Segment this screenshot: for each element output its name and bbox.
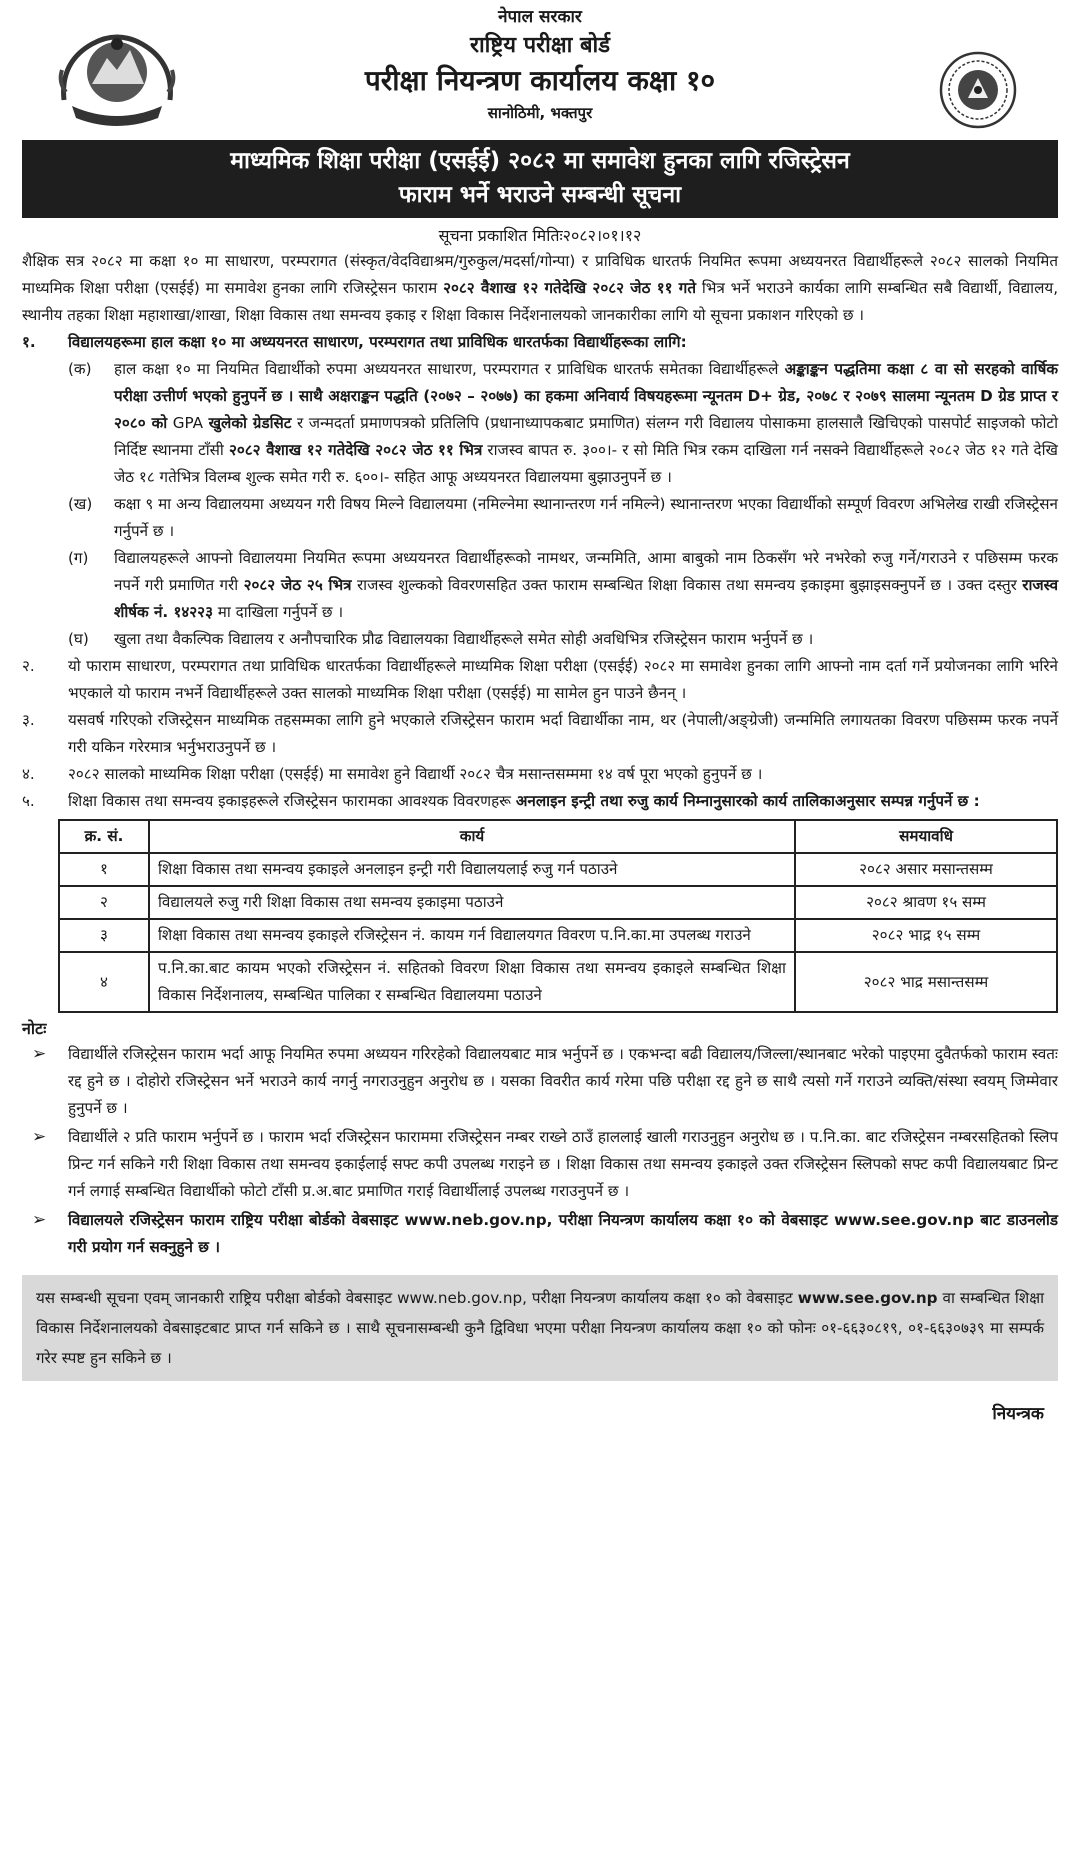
ga-text-3: राजस्व शुल्कको विवरणसहित उक्त फाराम सम्बन्धित शिक्षा विकास तथा समन्वय इकाइमा बुझाइसक्नुपर्ने छ । उक्त दस्तुर [356, 576, 1017, 594]
section-3-marker: ३. [22, 711, 35, 729]
row-period: २०८२ भाद्र मसान्तसम्म [795, 952, 1057, 1012]
row-serial: २ [59, 886, 149, 919]
ka-text-5: र जन्मदर्ता प्रमाणपत्रको प्रतिलिपि (प्रधानाध्यापकबाट प्रमाणित) संलग्न गरी विद्यालय पोसाकमा हालसालै खिचिएको पासपोर्ट साइजको फोटो निर्दिष्ट स्थानमा टाँसी [114, 414, 1058, 459]
row-work: शिक्षा विकास तथा समन्वय इकाइले रजिस्ट्रेसन नं. कायम गर्न विद्यालयगत विवरण प.नि.का.मा उपलब्ध गराउने [149, 919, 795, 952]
section-4-text: २०८२ सालको माध्यमिक शिक्षा परीक्षा (एसईई) मा समावेश हुने विद्यार्थी २०८२ चैत्र मसान्तसम्ममा १४ वर्ष पूरा भएको हुनुपर्ने छ । [68, 765, 763, 783]
section-1-gha [22, 626, 1058, 653]
row-serial: ४ [59, 952, 149, 1012]
signatory-title: नियन्त्रक [992, 1404, 1044, 1424]
government-name: नेपाल सरकार [498, 7, 582, 27]
info-text-2: वा सम्बन्धित शिक्षा विकास निर्देशनालयको वेबसाइटबाट प्राप्त गर्न सकिने छ । साथै सूचनासम्बन्धी कुनै द्विविधा भएमा परीक्षा नियन्त्रण कार्यालय कक्षा १० को फोनः ०१-६६३०८१९, ०१-६६३०७३९ मा सम्पर्क गरेर स्पष्ट हुन सकिने छ । [36, 1289, 1045, 1367]
intro-text-1: शैक्षिक सत्र २०८२ मा कक्षा १० मा साधारण, परम्परागत (संस्कृत/वेदविद्याश्रम/गुरुकुल/मदर्सा/गोन्पा) र प्राविधिक धारतर्फ नियमित रूपमा अध्ययनरत विद्यार्थीहरूले २०८२ सालको नियमित माध्यमिक शिक्षा परीक्षा (एसईई) मा समावेश हुनका लागि रजिस्ट्रेसन फाराम [22, 252, 1058, 297]
arrow-bullet-icon: ➢ [32, 1210, 47, 1230]
ga-text-2: २०८२ जेठ २५ भित्र [243, 576, 352, 594]
section-1-heading [22, 329, 1058, 356]
row-period: २०८२ असार मसान्तसम्म [795, 853, 1057, 886]
section-5-marker: ५. [22, 792, 35, 810]
header-work: कार्य [149, 820, 795, 853]
schedule-table [58, 819, 1058, 1013]
row-period: २०८२ श्रावण १५ सम्म [795, 886, 1057, 919]
note-2-text: विद्यार्थीले २ प्रति फाराम भर्नुपर्ने छ । फाराम भर्दा रजिस्ट्रेसन फाराममा रजिस्ट्रेसन नम्बर राख्ने ठाउँ हाललाई खाली गराउनुहुन अनुरोध छ । प.नि.का. बाट रजिस्ट्रेसन नम्बरसहितको स्लिप प्रिन्ट गर्न सकिने गरी शिक्षा विकास तथा समन्वय इकाईलाई सफ्ट कपी उपलब्ध गराइने छ । शिक्षा विकास तथा समन्वय इकाइले उक्त रजिस्ट्रेसन स्लिपको सफ्ट कपी विद्यालयबाट प्रिन्ट गर्न लगाई सम्बन्धित विद्यार्थीको फोटो टाँसी प्र.अ.बाट प्रमाणित गराई विद्यार्थीलाई उपलब्ध गराउनुपर्ने छ । [68, 1128, 1058, 1200]
ka-text-6: २०८२ वैशाख १२ गतेदेखि २०८२ जेठ ११ भित्र [228, 441, 483, 459]
gha-text: खुला तथा वैकल्पिक विद्यालय र अनौपचारिक प्रौढ विद्यालयका विद्यार्थीहरूले समेत सोही अवधिभित्र रजिस्ट्रेसन फाराम भर्नुपर्ने छ । [114, 630, 814, 648]
neb-seal-icon [938, 50, 1018, 130]
info-text-1: यस सम्बन्धी सूचना एवम् जानकारी राष्ट्रिय परीक्षा बोर्डको वेबसाइट www.neb.gov.np, परीक्षा नियन्त्रण कार्यालय कक्षा १० को वेबसाइट [36, 1289, 793, 1307]
ga-text-1: विद्यालयहरूले आफ्नो विद्यालयमा नियमित रूपमा अध्ययनरत विद्यार्थीहरूको नामथर, जन्ममिति, आमा बाबुको नाम ठिकसँग भरे नभरेको रुजु गर्ने/गराउने र पछिसम्म फरक नपर्ने गरी प्रमाणित गरी [114, 549, 1058, 594]
arrow-bullet-icon: ➢ [32, 1127, 47, 1147]
notice-title-line1: माध्यमिक शिक्षा परीक्षा (एसईई) २०८२ मा समावेश हुनका लागि रजिस्ट्रेसन [230, 148, 850, 174]
ga-text-4: राजस्व शीर्षक नं. १४२२३ [114, 576, 1059, 621]
section-1-kha-marker: (ख) [68, 495, 93, 513]
intro-date-range: २०८२ वैशाख १२ गतेदेखि २०८२ जेठ ११ गते [443, 279, 696, 297]
ka-text-3: GPA [172, 414, 204, 432]
section-4-marker: ४. [22, 765, 35, 783]
section-1-marker: १. [22, 333, 36, 351]
ka-text-1: हाल कक्षा १० मा नियमित विद्यार्थीको रुपमा अध्ययनरत साधारण, परम्परागत र प्राविधिक धारतर्फ समेतका विद्यार्थीहरूले [114, 360, 779, 378]
section-2-text: यो फाराम साधारण, परम्परागत तथा प्राविधिक धारतर्फका विद्यार्थीहरूले माध्यमिक शिक्षा परीक्षा (एसईई) २०८२ मा समावेश हुनका लागि आफ्नो नाम दर्ता गर्ने प्रयोजनका लागि भरिने भएकाले यो फाराम नभर्ने विद्यार्थीहरूले उक्त सालको माध्यमिक शिक्षा परीक्षा (एसईई) मा सामेल हुन पाउने छैनन् । [68, 657, 1058, 702]
ka-text-2: अङ्काङ्कन पद्धतिमा कक्षा ८ वा सो सरहको वार्षिक परीक्षा उत्तीर्ण भएको हुनुपर्ने छ । साथै अक्षराङ्कन पद्धति (२०७२ – २०७७) का हकमा अनिवार्य विषयहरूमा न्यूनतम D+ ग्रेड, २०७८ र २०७९ सालमा न्यूनतम D ग्रेड प्राप्त र २०८० को [114, 360, 1059, 432]
section-1-ga-marker: (ग) [68, 549, 89, 567]
note-1-text: विद्यार्थीले रजिस्ट्रेसन फाराम भर्दा आफू नियमित रुपमा अध्ययन गरिरहेको विद्यालयबाट मात्र भर्नुपर्ने छ । एकभन्दा बढी विद्यालय/जिल्ला/स्थानबाट भरेको पाइएमा दुवैतर्फको फाराम स्वतः रद्द हुने छ । दोहोरो रजिस्ट्रेसन भर्ने भराउने कार्य नगर्नु नगराउनुहुन अनुरोध छ । यसका विवरीत कार्य गरेमा पछि परीक्षा रद्द हुने छ साथै त्यसो गर्ने गराउने व्यक्ति/संस्था स्वयम् जिम्मेवार हुनुपर्ने छ । [68, 1045, 1058, 1117]
section-5 [22, 788, 1058, 815]
header-serial: क्र. सं. [59, 820, 149, 853]
section-1-kha [22, 491, 1058, 545]
section-3 [22, 707, 1058, 761]
section-2-marker: २. [22, 657, 35, 675]
ga-text-5: मा दाखिला गर्नुपर्ने छ । [217, 603, 344, 621]
row-serial: ३ [59, 919, 149, 952]
table-row [59, 886, 1057, 919]
section-2 [22, 653, 1058, 707]
row-serial: १ [59, 853, 149, 886]
office-name: परीक्षा नियन्त्रण कार्यालय कक्षा १० [364, 64, 716, 97]
table-header-row [59, 820, 1057, 853]
intro-paragraph [22, 248, 1058, 329]
row-period: २०८२ भाद्र १५ सम्म [795, 919, 1057, 952]
intro-text-2: भित्र भर्ने भराउने कार्यका लागि सम्बन्धित सबै विद्यार्थी, विद्यालय, स्थानीय तहका शिक्षा महाशाखा/शाखा, शिक्षा विकास तथा समन्वय इकाइ र शिक्षा विकास निर्देशनालयको जानकारीका लागि यो सूचना प्रकाशन गरिएको छ । [22, 279, 1059, 324]
nepal-government-emblem-icon [52, 22, 182, 130]
note-item-3 [22, 1207, 1058, 1261]
table-row [59, 952, 1057, 1012]
section-1-gha-marker: (घ) [68, 630, 89, 648]
section-1-ga [22, 545, 1058, 626]
notice-title-line2: फाराम भर्ने भराउने सम्बन्धी सूचना [398, 182, 682, 208]
section-1-ka-marker: (क) [68, 360, 92, 378]
info-see-website: www.see.gov.np [797, 1289, 938, 1307]
row-work: प.नि.का.बाट कायम भएको रजिस्ट्रेसन नं. सहितको विवरण शिक्षा विकास तथा समन्वय इकाइले सम्बन्धित शिक्षा विकास निर्देशनालय, सम्बन्धित पालिका र सम्बन्धित विद्यालयमा पठाउने [149, 952, 795, 1012]
notes-heading: नोटः [22, 1019, 47, 1038]
note-3-text: विद्यालयले रजिस्ट्रेसन फाराम राष्ट्रिय परीक्षा बोर्डको वेबसाइट www.neb.gov.np, परीक्षा नियन्त्रण कार्यालय कक्षा १० को वेबसाइट www.see.gov.np बाट डाउनलोड गरी प्रयोग गर्न सक्नुहुने छ । [68, 1211, 1058, 1256]
arrow-bullet-icon: ➢ [32, 1044, 47, 1064]
section-4 [22, 761, 1058, 788]
office-address: सानोठिमी, भक्तपुर [487, 104, 593, 122]
published-date: सूचना प्रकाशित मितिः२०८२।०१।१२ [438, 226, 642, 245]
section-1-ka [22, 356, 1058, 491]
section-3-text: यसवर्ष गरिएको रजिस्ट्रेसन माध्यमिक तहसम्मका लागि हुने भएकाले रजिस्ट्रेसन फाराम भर्दा विद्यार्थीका नाम, थर (नेपाली/अङ्ग्रेजी) जन्ममिति लगायतका विवरण पछिसम्म फरक नपर्ने गरी यकिन गरेरमात्र भर्नुभराउनुपर्ने छ । [68, 711, 1058, 756]
ka-text-7: राजस्व बापत रु. ३००।- र सो मिति भित्र रकम दाखिला गर्न नसक्ने विद्यार्थीहरूले २०८२ जेठ १२ गते देखि जेठ १८ गतेभित्र विलम्ब शुल्क समेत गरी रु. ६००।- सहित आफू अध्ययनरत विद्यालयमा बुझाउनुपर्ने छ । [114, 441, 1058, 486]
row-work: शिक्षा विकास तथा समन्वय इकाइले अनलाइन इन्ट्री गरी विद्यालयलाई रुजु गर्न पठाउने [149, 853, 795, 886]
notice-title [22, 140, 1058, 218]
row-work: विद्यालयले रुजु गरी शिक्षा विकास तथा समन्वय इकाइमा पठाउने [149, 886, 795, 919]
ka-text-4: खुलेको ग्रेडसिट [208, 414, 292, 432]
note-item-1 [22, 1041, 1058, 1122]
note-item-2 [22, 1124, 1058, 1205]
section-5-text-1: शिक्षा विकास तथा समन्वय इकाइहरूले रजिस्ट्रेसन फारामका आवश्यक विवरणहरू [68, 792, 511, 810]
table-row [59, 853, 1057, 886]
header-period: समयावधि [795, 820, 1057, 853]
section-1-heading-text: विद्यालयहरूमा हाल कक्षा १० मा अध्ययनरत साधारण, परम्परागत तथा प्राविधिक धारतर्फका विद्यार्थीहरूका लागि: [68, 333, 687, 351]
letterhead [22, 0, 1058, 140]
contact-info-box [22, 1275, 1058, 1381]
board-name: राष्ट्रिय परीक्षा बोर्ड [469, 33, 610, 58]
table-row [59, 919, 1057, 952]
kha-text: कक्षा ९ मा अन्य विद्यालयमा अध्ययन गरी विषय मिल्ने विद्यालयमा (नमिल्नेमा स्थानान्तरण गर्न नमिल्ने) स्थानान्तरण भएका विद्यार्थीको सम्पूर्ण विवरण अभिलेख राखी रजिस्ट्रेसन गर्नुपर्ने छ । [114, 495, 1058, 540]
section-5-text-2: अनलाइन इन्ट्री तथा रुजु कार्य निम्नानुसारको कार्य तालिकाअनुसार सम्पन्न गर्नुपर्ने छ : [515, 792, 980, 810]
